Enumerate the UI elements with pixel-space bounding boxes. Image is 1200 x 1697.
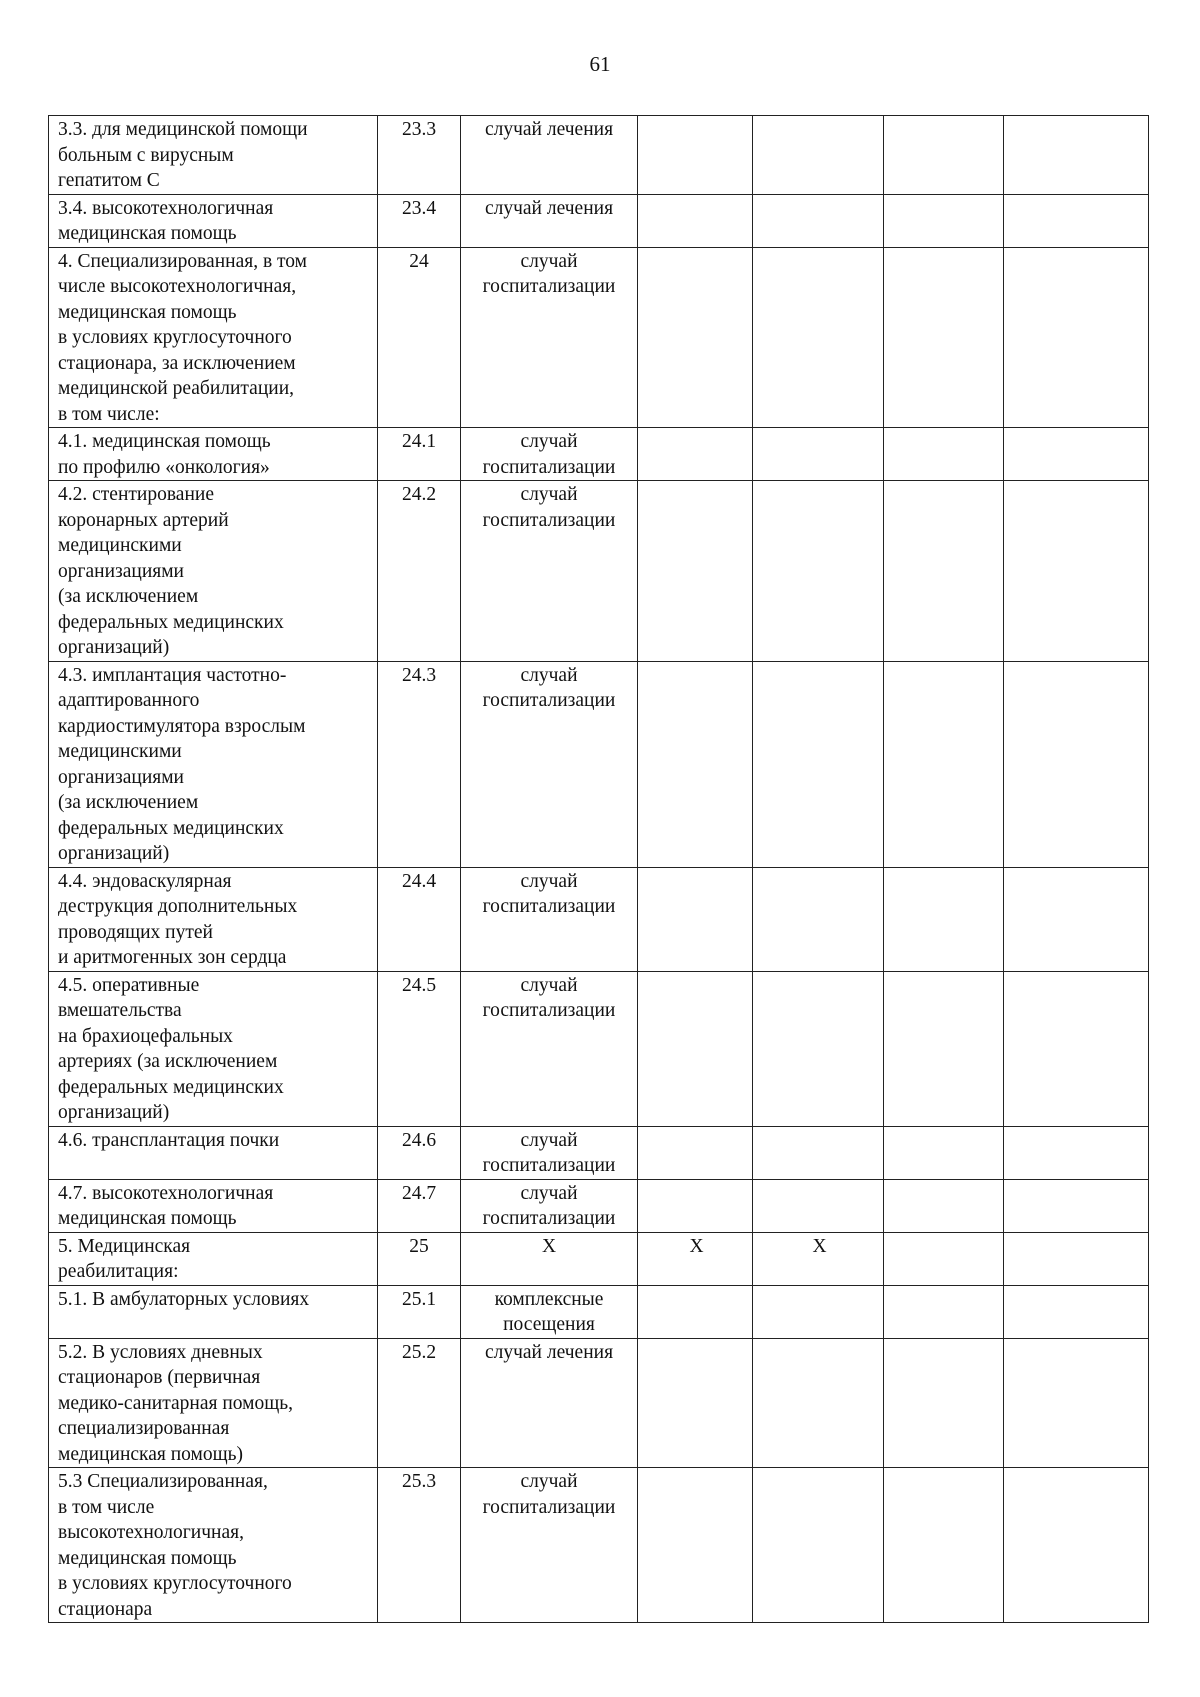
row-code-cell: 24.1: [378, 428, 461, 481]
row-value-cell-3: [884, 1468, 1004, 1623]
row-unit-cell: случай лечения: [461, 194, 638, 247]
row-value-cell-1: [638, 194, 753, 247]
row-value-cell-1: [638, 116, 753, 195]
row-value-cell-1: Х: [638, 1232, 753, 1285]
row-name-cell: 4.7. высокотехнологичная медицинская помощь: [49, 1179, 378, 1232]
row-name-cell: 5.3 Специализированная, в том числе высокотехнологичная, медицинская помощь в условиях круглосуточного стационара: [49, 1468, 378, 1623]
row-code-cell: 24: [378, 247, 461, 428]
row-unit-cell: случай госпитализации: [461, 867, 638, 971]
row-code-cell: 24.7: [378, 1179, 461, 1232]
row-code-cell: 25.3: [378, 1468, 461, 1623]
row-value-cell-2: [753, 1468, 884, 1623]
row-value-cell-1: [638, 661, 753, 867]
row-value-cell-2: [753, 247, 884, 428]
table-row: [49, 1338, 1149, 1468]
row-value-cell-3: [884, 1338, 1004, 1468]
table-body: [49, 116, 1149, 1623]
row-value-cell-2: [753, 481, 884, 662]
row-value-cell-3: [884, 116, 1004, 195]
row-value-cell-4: [1004, 1232, 1149, 1285]
data-table: [48, 115, 1149, 1623]
row-name-cell: 4.6. трансплантация почки: [49, 1126, 378, 1179]
row-code-cell: 23.3: [378, 116, 461, 195]
row-unit-cell: случай госпитализации: [461, 1126, 638, 1179]
row-value-cell-4: [1004, 428, 1149, 481]
row-value-cell-1: [638, 247, 753, 428]
table-row: [49, 194, 1149, 247]
row-value-cell-3: [884, 1126, 1004, 1179]
row-value-cell-3: [884, 194, 1004, 247]
row-value-cell-2: [753, 116, 884, 195]
row-name-cell: 4.1. медицинская помощь по профилю «онкология»: [49, 428, 378, 481]
row-unit-cell: Х: [461, 1232, 638, 1285]
row-value-cell-2: [753, 428, 884, 481]
row-value-cell-3: [884, 1285, 1004, 1338]
table-row: [49, 1179, 1149, 1232]
row-value-cell-3: [884, 661, 1004, 867]
row-value-cell-1: [638, 481, 753, 662]
row-name-cell: 5.2. В условиях дневных стационаров (первичная медико-санитарная помощь, специализированная медицинская помощь): [49, 1338, 378, 1468]
row-value-cell-4: [1004, 971, 1149, 1126]
row-value-cell-3: [884, 428, 1004, 481]
page-number: 61: [589, 52, 611, 76]
row-code-cell: 24.6: [378, 1126, 461, 1179]
row-value-cell-2: [753, 1179, 884, 1232]
row-value-cell-1: [638, 867, 753, 971]
row-code-cell: 24.3: [378, 661, 461, 867]
row-unit-cell: случай госпитализации: [461, 661, 638, 867]
row-unit-cell: случай лечения: [461, 116, 638, 195]
row-value-cell-3: [884, 867, 1004, 971]
row-value-cell-1: [638, 971, 753, 1126]
row-unit-cell: случай госпитализации: [461, 1468, 638, 1623]
row-unit-cell: случай госпитализации: [461, 247, 638, 428]
row-value-cell-2: [753, 661, 884, 867]
row-value-cell-2: [753, 1126, 884, 1179]
row-value-cell-2: [753, 971, 884, 1126]
row-name-cell: 4.3. имплантация частотно- адаптированного кардиостимулятора взрослым медицинскими организациями (за исключением федеральных медицинских организаций): [49, 661, 378, 867]
row-value-cell-3: [884, 971, 1004, 1126]
row-name-cell: 4.2. стентирование коронарных артерий медицинскими организациями (за исключением федеральных медицинских организаций): [49, 481, 378, 662]
table-row: [49, 247, 1149, 428]
row-value-cell-1: [638, 1338, 753, 1468]
row-value-cell-3: [884, 1232, 1004, 1285]
row-value-cell-3: [884, 247, 1004, 428]
row-value-cell-4: [1004, 1126, 1149, 1179]
table-row: [49, 661, 1149, 867]
row-value-cell-4: [1004, 1338, 1149, 1468]
row-value-cell-1: [638, 428, 753, 481]
table-row: [49, 1468, 1149, 1623]
row-value-cell-2: [753, 1338, 884, 1468]
row-value-cell-2: [753, 867, 884, 971]
row-value-cell-1: [638, 1126, 753, 1179]
row-value-cell-2: [753, 1285, 884, 1338]
row-value-cell-1: [638, 1468, 753, 1623]
row-value-cell-3: [884, 481, 1004, 662]
row-value-cell-4: [1004, 1285, 1149, 1338]
row-name-cell: 3.4. высокотехнологичная медицинская помощь: [49, 194, 378, 247]
row-name-cell: 4. Специализированная, в том числе высокотехнологичная, медицинская помощь в условиях круглосуточного стационара, за исключением медицинской реабилитации, в том числе:: [49, 247, 378, 428]
row-name-cell: 4.5. оперативные вмешательства на брахиоцефальных артериях (за исключением федеральных медицинских организаций): [49, 971, 378, 1126]
row-value-cell-1: [638, 1179, 753, 1232]
row-value-cell-4: [1004, 867, 1149, 971]
row-value-cell-4: [1004, 481, 1149, 662]
row-code-cell: 25.1: [378, 1285, 461, 1338]
row-unit-cell: случай госпитализации: [461, 481, 638, 662]
table-row: [49, 1232, 1149, 1285]
row-value-cell-2: Х: [753, 1232, 884, 1285]
row-code-cell: 25: [378, 1232, 461, 1285]
row-code-cell: 23.4: [378, 194, 461, 247]
row-value-cell-4: [1004, 661, 1149, 867]
row-name-cell: 5.1. В амбулаторных условиях: [49, 1285, 378, 1338]
table-row: [49, 1285, 1149, 1338]
row-value-cell-1: [638, 1285, 753, 1338]
row-unit-cell: случай госпитализации: [461, 1179, 638, 1232]
row-unit-cell: случай госпитализации: [461, 428, 638, 481]
row-value-cell-4: [1004, 1468, 1149, 1623]
row-unit-cell: случай госпитализации: [461, 971, 638, 1126]
row-name-cell: 4.4. эндоваскулярная деструкция дополнительных проводящих путей и аритмогенных зон сердца: [49, 867, 378, 971]
row-name-cell: 3.3. для медицинской помощи больным с вирусным гепатитом С: [49, 116, 378, 195]
table-row: [49, 1126, 1149, 1179]
table-row: [49, 867, 1149, 971]
row-value-cell-4: [1004, 116, 1149, 195]
table-row: [49, 971, 1149, 1126]
table-row: [49, 428, 1149, 481]
row-value-cell-4: [1004, 194, 1149, 247]
row-name-cell: 5. Медицинская реабилитация:: [49, 1232, 378, 1285]
row-code-cell: 24.4: [378, 867, 461, 971]
row-value-cell-3: [884, 1179, 1004, 1232]
table-row: [49, 116, 1149, 195]
row-value-cell-2: [753, 194, 884, 247]
row-code-cell: 24.2: [378, 481, 461, 662]
row-unit-cell: комплексные посещения: [461, 1285, 638, 1338]
row-value-cell-4: [1004, 1179, 1149, 1232]
row-code-cell: 25.2: [378, 1338, 461, 1468]
row-unit-cell: случай лечения: [461, 1338, 638, 1468]
row-value-cell-4: [1004, 247, 1149, 428]
table-row: [49, 481, 1149, 662]
row-code-cell: 24.5: [378, 971, 461, 1126]
